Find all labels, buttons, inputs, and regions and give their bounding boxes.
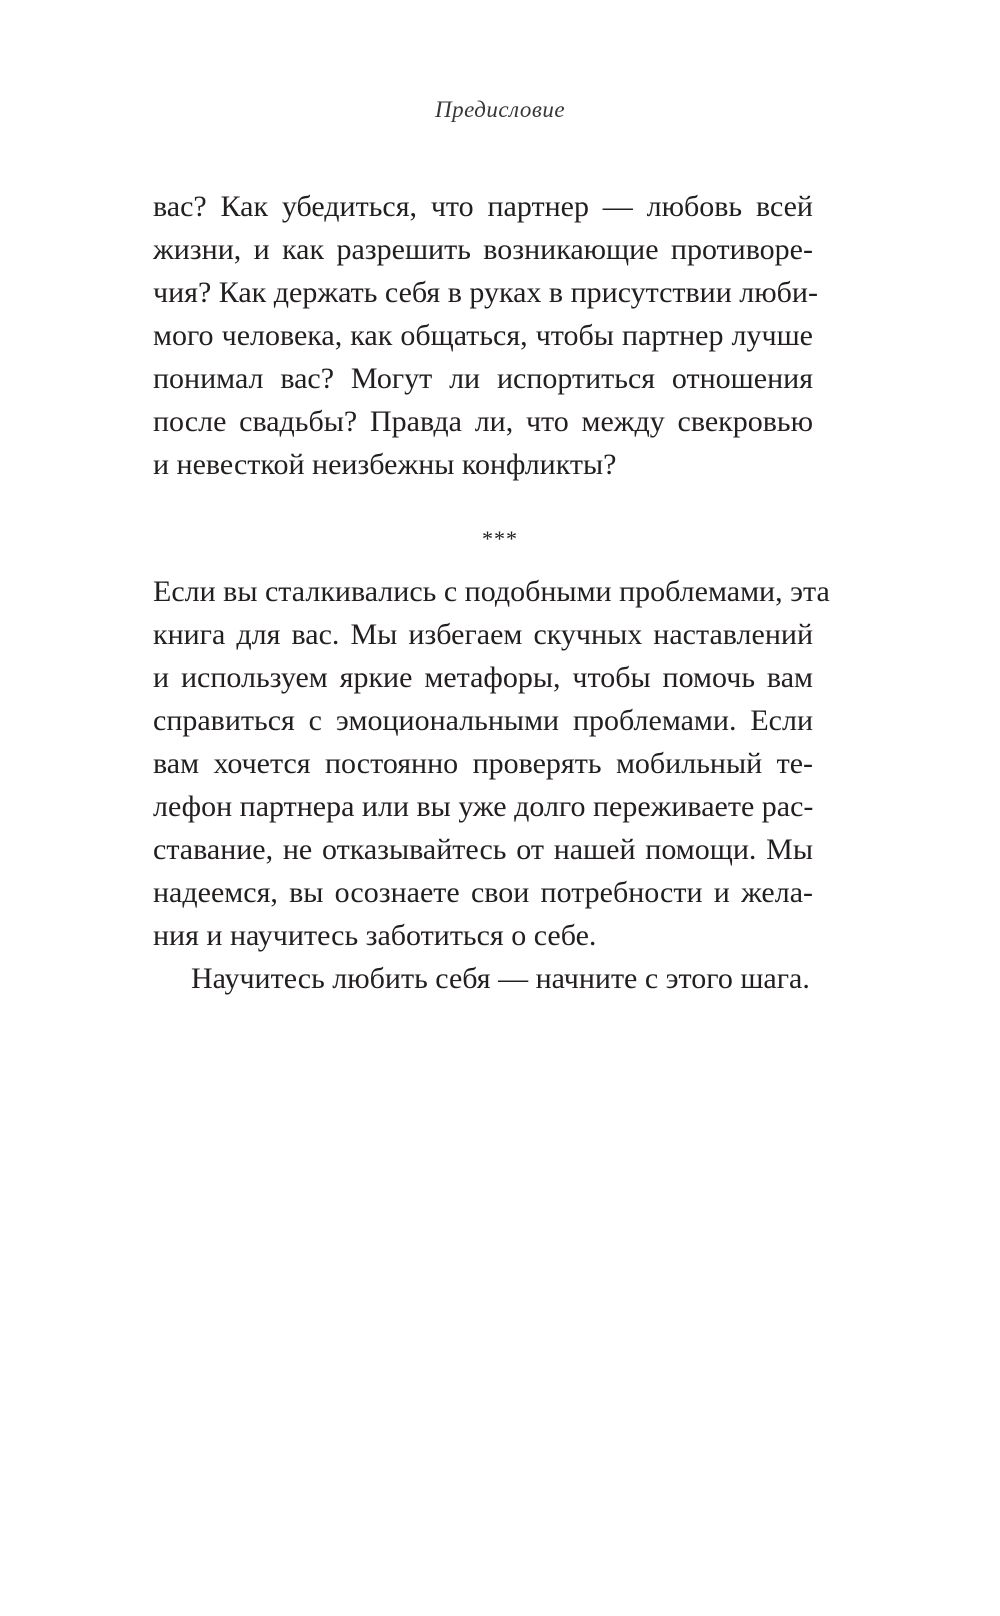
running-head: Предисловие [434, 97, 566, 122]
text-line: надеемся, вы осознаете свои потребности и жела- [153, 876, 813, 909]
text-line: Если вы сталкивались с подобными проблемами, эта [153, 575, 830, 608]
text-line: после свадьбы? Правда ли, что между свекровью [153, 405, 813, 438]
paragraph-questions [153, 185, 818, 486]
text-line: жизни, и как разрешить возникающие противоре- [153, 233, 813, 266]
text-line: ставание, не отказывайтесь от нашей помощи. Мы [153, 833, 813, 866]
text-line: понимал вас? Могут ли испортиться отношения [153, 362, 813, 395]
paragraph-body [153, 570, 830, 1000]
text-line: чия? Как держать себя в руках в присутствии люби- [153, 276, 818, 309]
text-line: справиться с эмоциональными проблемами. Если [153, 704, 813, 737]
text-line: лефон партнера или вы уже долго переживаете рас- [153, 790, 814, 823]
text-line: вас? Как убедиться, что партнер — любовь всей [153, 190, 813, 223]
text-line: книга для вас. Мы избегаем скучных наставлений [153, 618, 813, 651]
text-line: и используем яркие метафоры, чтобы помочь вам [153, 661, 813, 694]
text-line: ния и научитесь заботиться о себе. [153, 919, 597, 952]
closing-line: Научитесь любить себя — начните с этого шага. [191, 962, 810, 995]
section-separator: *** [482, 526, 518, 551]
text-line: вам хочется постоянно проверять мобильный те- [153, 747, 813, 780]
text-line: и невесткой неизбежны конфликты? [153, 448, 617, 481]
text-line: мого человека, как общаться, чтобы партнер лучше [153, 319, 813, 352]
